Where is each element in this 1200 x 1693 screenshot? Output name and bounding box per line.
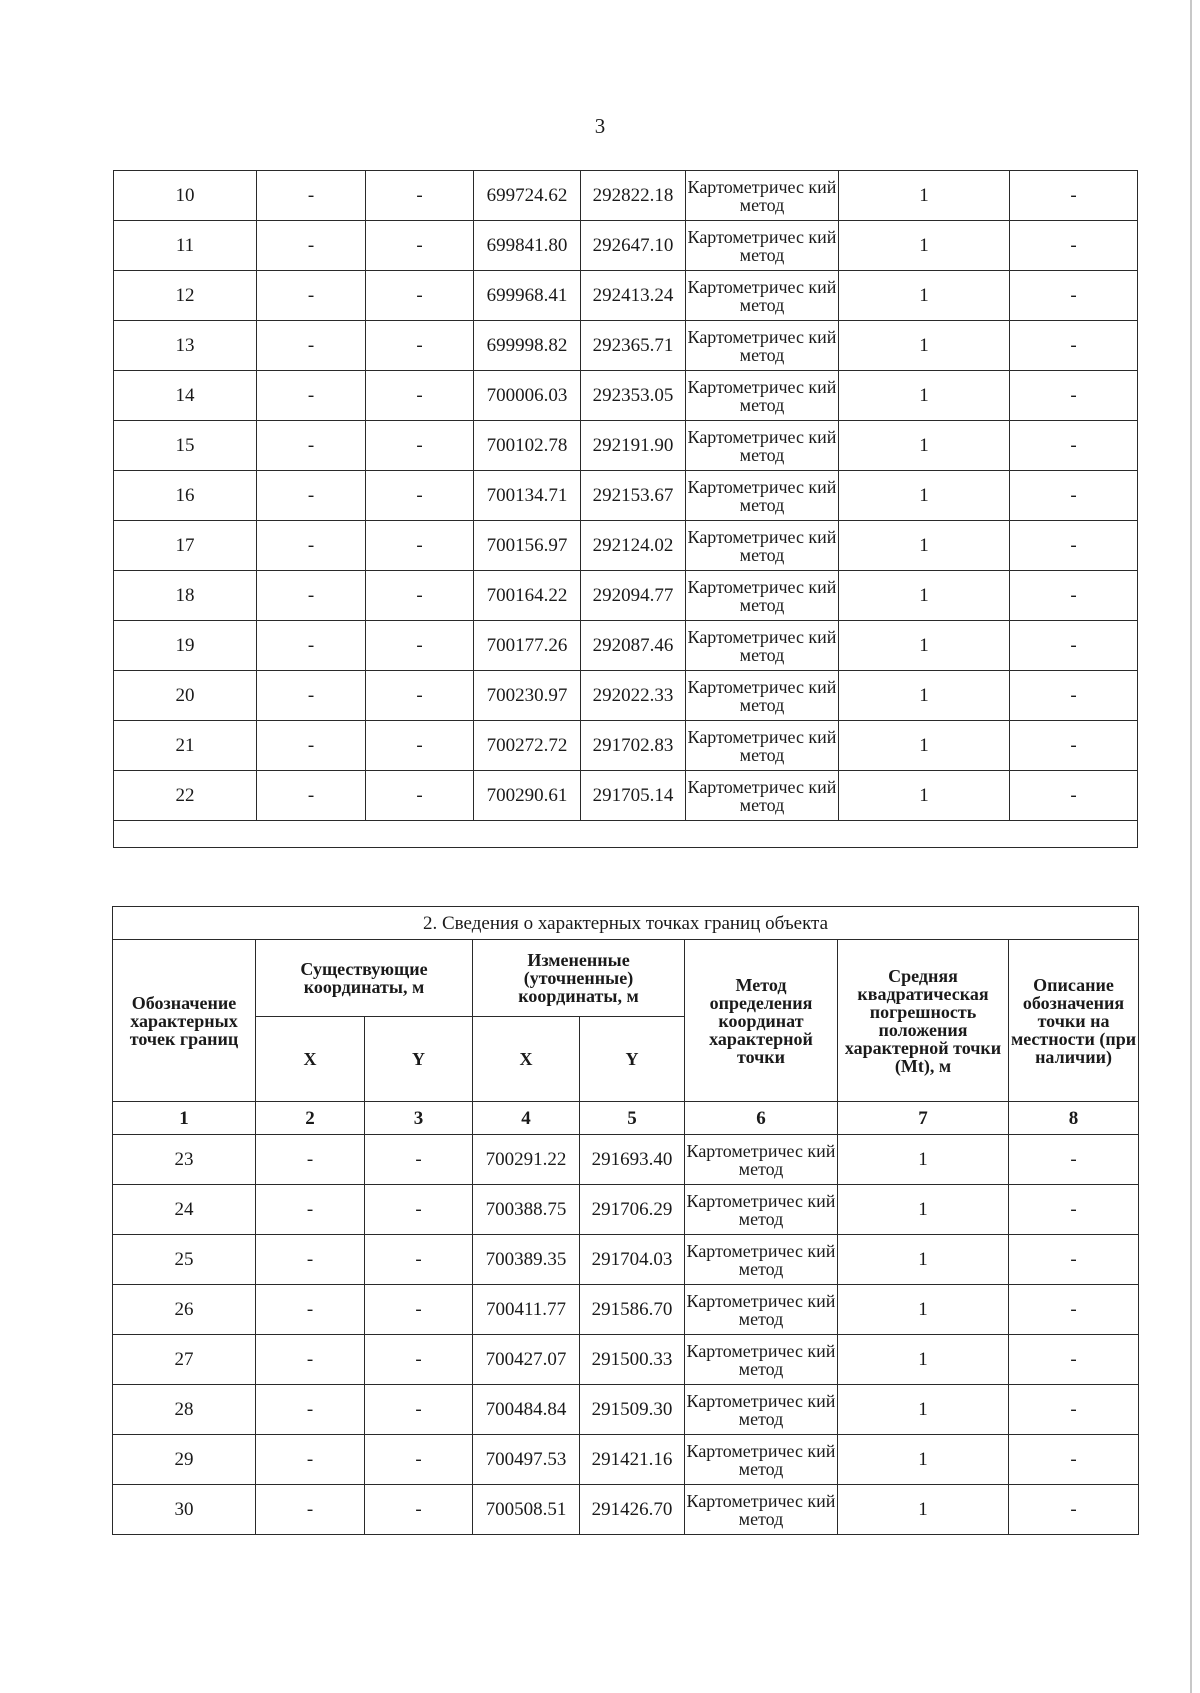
existing-y-cell: - [366, 721, 474, 771]
mean-error-cell: 1 [839, 471, 1010, 521]
changed-x-cell: 700389.35 [473, 1235, 580, 1285]
existing-y-cell: - [366, 471, 474, 521]
mean-error-cell: 1 [838, 1335, 1009, 1385]
column-number: 5 [580, 1102, 685, 1135]
mean-error-cell: 1 [838, 1485, 1009, 1535]
changed-x-cell: 700272.72 [474, 721, 581, 771]
existing-x-cell: - [257, 771, 366, 821]
method-cell: Картометричес кий метод [686, 321, 839, 371]
changed-x-cell: 700102.78 [474, 421, 581, 471]
changed-x-cell: 700290.61 [474, 771, 581, 821]
table-row [114, 771, 1138, 821]
description-cell: - [1009, 1235, 1139, 1285]
point-number-cell: 22 [114, 771, 257, 821]
empty-footer-row [114, 821, 1138, 848]
header-designation: Обозначение характерных точек границ [113, 940, 256, 1102]
mean-error-cell: 1 [839, 271, 1010, 321]
changed-x-cell: 700006.03 [474, 371, 581, 421]
point-number-cell: 12 [114, 271, 257, 321]
table-caption: 2. Сведения о характерных точках границ объекта [113, 907, 1139, 940]
table-row [114, 621, 1138, 671]
header-existing-y: Y [365, 1017, 473, 1102]
point-number-cell: 17 [114, 521, 257, 571]
scan-edge-line [1190, 0, 1192, 1693]
method-cell: Картометричес кий метод [686, 371, 839, 421]
method-cell: Картометричес кий метод [685, 1185, 838, 1235]
point-number-cell: 24 [113, 1185, 256, 1235]
existing-y-cell: - [366, 221, 474, 271]
column-number: 6 [685, 1102, 838, 1135]
table-row [113, 1335, 1139, 1385]
changed-y-cell: 292191.90 [581, 421, 686, 471]
existing-x-cell: - [256, 1285, 365, 1335]
header-mean-error: Средняя квадратическая погрешность положения характерной точки (Mt), м [838, 940, 1009, 1102]
mean-error-cell: 1 [838, 1185, 1009, 1235]
method-cell: Картометричес кий метод [685, 1435, 838, 1485]
changed-y-cell: 292022.33 [581, 671, 686, 721]
column-number: 2 [256, 1102, 365, 1135]
method-cell: Картометричес кий метод [686, 721, 839, 771]
point-number-cell: 13 [114, 321, 257, 371]
point-number-cell: 30 [113, 1485, 256, 1535]
changed-x-cell: 700484.84 [473, 1385, 580, 1435]
existing-x-cell: - [257, 321, 366, 371]
method-cell: Картометричес кий метод [685, 1135, 838, 1185]
table-row [114, 421, 1138, 471]
changed-y-cell: 292124.02 [581, 521, 686, 571]
existing-y-cell: - [365, 1485, 473, 1535]
description-cell: - [1009, 1285, 1139, 1335]
changed-x-cell: 700230.97 [474, 671, 581, 721]
table-row [114, 371, 1138, 421]
changed-x-cell: 699998.82 [474, 321, 581, 371]
mean-error-cell: 1 [839, 221, 1010, 271]
point-number-cell: 28 [113, 1385, 256, 1435]
description-cell: - [1010, 621, 1138, 671]
changed-y-cell: 292413.24 [581, 271, 686, 321]
method-cell: Картометричес кий метод [686, 571, 839, 621]
method-cell: Картометричес кий метод [686, 171, 839, 221]
method-cell: Картометричес кий метод [686, 471, 839, 521]
changed-x-cell: 700497.53 [473, 1435, 580, 1485]
changed-y-cell: 291702.83 [581, 721, 686, 771]
mean-error-cell: 1 [839, 421, 1010, 471]
existing-y-cell: - [366, 371, 474, 421]
mean-error-cell: 1 [839, 321, 1010, 371]
description-cell: - [1009, 1135, 1139, 1185]
existing-x-cell: - [256, 1485, 365, 1535]
mean-error-cell: 1 [839, 671, 1010, 721]
description-cell: - [1010, 171, 1138, 221]
changed-y-cell: 291693.40 [580, 1135, 685, 1185]
boundary-points-table [112, 906, 1139, 1535]
method-cell: Картометричес кий метод [686, 621, 839, 671]
changed-x-cell: 700411.77 [473, 1285, 580, 1335]
existing-x-cell: - [257, 471, 366, 521]
existing-x-cell: - [256, 1335, 365, 1385]
description-cell: - [1009, 1335, 1139, 1385]
description-cell: - [1010, 771, 1138, 821]
point-number-cell: 16 [114, 471, 257, 521]
point-number-cell: 14 [114, 371, 257, 421]
table2-body [113, 1135, 1139, 1535]
description-cell: - [1009, 1385, 1139, 1435]
mean-error-cell: 1 [838, 1235, 1009, 1285]
point-number-cell: 19 [114, 621, 257, 671]
existing-y-cell: - [365, 1185, 473, 1235]
description-cell: - [1010, 521, 1138, 571]
changed-y-cell: 292087.46 [581, 621, 686, 671]
mean-error-cell: 1 [839, 721, 1010, 771]
existing-x-cell: - [257, 621, 366, 671]
header-existing-x: X [256, 1017, 365, 1102]
method-cell: Картометричес кий метод [686, 521, 839, 571]
existing-y-cell: - [365, 1285, 473, 1335]
changed-y-cell: 291704.03 [580, 1235, 685, 1285]
coordinates-table-continued [113, 170, 1138, 848]
changed-y-cell: 291500.33 [580, 1335, 685, 1385]
existing-x-cell: - [256, 1185, 365, 1235]
existing-x-cell: - [257, 371, 366, 421]
header-changed-y: Y [580, 1017, 685, 1102]
column-number: 8 [1009, 1102, 1139, 1135]
method-cell: Картометричес кий метод [685, 1335, 838, 1385]
column-number: 4 [473, 1102, 580, 1135]
table-row [114, 321, 1138, 371]
existing-y-cell: - [366, 271, 474, 321]
changed-y-cell: 292822.18 [581, 171, 686, 221]
changed-x-cell: 699968.41 [474, 271, 581, 321]
description-cell: - [1010, 321, 1138, 371]
existing-y-cell: - [365, 1135, 473, 1185]
header-changed-x: X [473, 1017, 580, 1102]
point-number-cell: 18 [114, 571, 257, 621]
description-cell: - [1010, 571, 1138, 621]
changed-y-cell: 292153.67 [581, 471, 686, 521]
table-row [114, 671, 1138, 721]
method-cell: Картометричес кий метод [685, 1285, 838, 1335]
existing-x-cell: - [257, 721, 366, 771]
description-cell: - [1009, 1435, 1139, 1485]
table-row [114, 221, 1138, 271]
table-row [113, 1185, 1139, 1235]
table-row [114, 521, 1138, 571]
header-method: Метод определения координат характерной точки [685, 940, 838, 1102]
description-cell: - [1009, 1185, 1139, 1235]
existing-y-cell: - [366, 671, 474, 721]
description-cell: - [1010, 271, 1138, 321]
mean-error-cell: 1 [838, 1435, 1009, 1485]
existing-y-cell: - [366, 571, 474, 621]
column-number: 7 [838, 1102, 1009, 1135]
existing-x-cell: - [257, 221, 366, 271]
mean-error-cell: 1 [838, 1285, 1009, 1335]
existing-x-cell: - [256, 1435, 365, 1485]
changed-x-cell: 700134.71 [474, 471, 581, 521]
changed-y-cell: 291586.70 [580, 1285, 685, 1335]
description-cell: - [1010, 371, 1138, 421]
table-row [114, 571, 1138, 621]
changed-x-cell: 700508.51 [473, 1485, 580, 1535]
method-cell: Картометричес кий метод [686, 421, 839, 471]
changed-y-cell: 291706.29 [580, 1185, 685, 1235]
header-changed-coords: Измененные (уточненные) координаты, м [473, 940, 685, 1017]
point-number-cell: 26 [113, 1285, 256, 1335]
existing-x-cell: - [256, 1135, 365, 1185]
mean-error-cell: 1 [838, 1385, 1009, 1435]
table-row [113, 1385, 1139, 1435]
table-row [114, 721, 1138, 771]
existing-y-cell: - [365, 1385, 473, 1435]
changed-y-cell: 291426.70 [580, 1485, 685, 1535]
point-number-cell: 21 [114, 721, 257, 771]
existing-y-cell: - [365, 1335, 473, 1385]
existing-x-cell: - [257, 571, 366, 621]
existing-y-cell: - [366, 321, 474, 371]
method-cell: Картометричес кий метод [685, 1485, 838, 1535]
changed-y-cell: 291705.14 [581, 771, 686, 821]
point-number-cell: 25 [113, 1235, 256, 1285]
point-number-cell: 11 [114, 221, 257, 271]
page-number: 3 [594, 114, 606, 138]
existing-x-cell: - [257, 521, 366, 571]
changed-y-cell: 291509.30 [580, 1385, 685, 1435]
existing-x-cell: - [257, 671, 366, 721]
method-cell: Картометричес кий метод [686, 271, 839, 321]
existing-y-cell: - [366, 521, 474, 571]
changed-x-cell: 700156.97 [474, 521, 581, 571]
existing-y-cell: - [366, 421, 474, 471]
table-row [113, 1485, 1139, 1535]
changed-y-cell: 292365.71 [581, 321, 686, 371]
existing-x-cell: - [257, 271, 366, 321]
table1-body [114, 171, 1138, 821]
existing-y-cell: - [365, 1435, 473, 1485]
table-row [113, 1235, 1139, 1285]
existing-x-cell: - [256, 1235, 365, 1285]
existing-x-cell: - [256, 1385, 365, 1435]
changed-x-cell: 699724.62 [474, 171, 581, 221]
point-number-cell: 20 [114, 671, 257, 721]
header-description: Описание обозначения точки на местности (при наличии) [1009, 940, 1139, 1102]
description-cell: - [1010, 671, 1138, 721]
mean-error-cell: 1 [839, 571, 1010, 621]
description-cell: - [1010, 421, 1138, 471]
changed-y-cell: 292647.10 [581, 221, 686, 271]
column-number: 3 [365, 1102, 473, 1135]
mean-error-cell: 1 [838, 1135, 1009, 1185]
table-row [113, 1435, 1139, 1485]
existing-y-cell: - [366, 771, 474, 821]
mean-error-cell: 1 [839, 771, 1010, 821]
table-row [114, 271, 1138, 321]
table-row [113, 1285, 1139, 1335]
method-cell: Картометричес кий метод [685, 1385, 838, 1435]
existing-x-cell: - [257, 171, 366, 221]
point-number-cell: 10 [114, 171, 257, 221]
changed-x-cell: 700388.75 [473, 1185, 580, 1235]
point-number-cell: 23 [113, 1135, 256, 1185]
description-cell: - [1009, 1485, 1139, 1535]
point-number-cell: 27 [113, 1335, 256, 1385]
changed-x-cell: 700164.22 [474, 571, 581, 621]
method-cell: Картометричес кий метод [685, 1235, 838, 1285]
method-cell: Картометричес кий метод [686, 771, 839, 821]
method-cell: Картометричес кий метод [686, 221, 839, 271]
table-row [114, 471, 1138, 521]
changed-y-cell: 292353.05 [581, 371, 686, 421]
description-cell: - [1010, 471, 1138, 521]
existing-y-cell: - [366, 621, 474, 671]
point-number-cell: 15 [114, 421, 257, 471]
description-cell: - [1010, 721, 1138, 771]
mean-error-cell: 1 [839, 171, 1010, 221]
mean-error-cell: 1 [839, 621, 1010, 671]
changed-x-cell: 700177.26 [474, 621, 581, 671]
method-cell: Картометричес кий метод [686, 671, 839, 721]
table-row [113, 1135, 1139, 1185]
mean-error-cell: 1 [839, 521, 1010, 571]
description-cell: - [1010, 221, 1138, 271]
changed-y-cell: 291421.16 [580, 1435, 685, 1485]
existing-y-cell: - [365, 1235, 473, 1285]
existing-x-cell: - [257, 421, 366, 471]
mean-error-cell: 1 [839, 371, 1010, 421]
table-row [114, 171, 1138, 221]
changed-x-cell: 700291.22 [473, 1135, 580, 1185]
column-number: 1 [113, 1102, 256, 1135]
header-existing-coords: Существующие координаты, м [256, 940, 473, 1017]
changed-y-cell: 292094.77 [581, 571, 686, 621]
changed-x-cell: 699841.80 [474, 221, 581, 271]
changed-x-cell: 700427.07 [473, 1335, 580, 1385]
existing-y-cell: - [366, 171, 474, 221]
point-number-cell: 29 [113, 1435, 256, 1485]
